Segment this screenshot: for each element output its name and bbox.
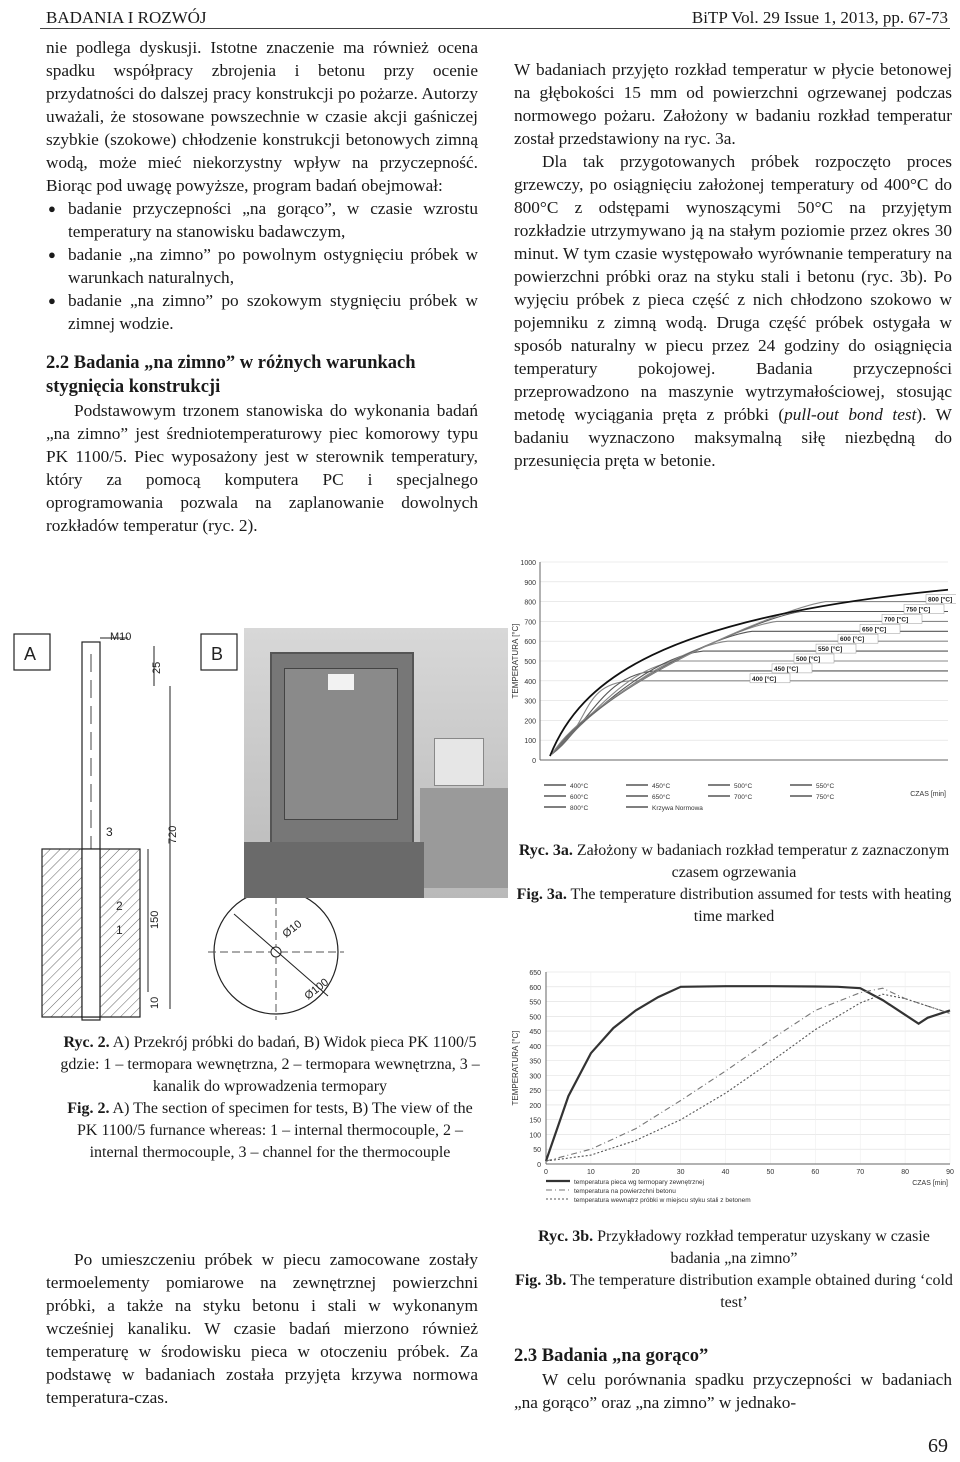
x-tick-label: 0	[544, 1169, 548, 1176]
paragraph	[514, 150, 952, 472]
figure-2	[8, 624, 508, 1024]
m10-label: M10	[110, 631, 132, 643]
y-tick-label: 900	[524, 579, 536, 587]
x-tick-label: 50	[766, 1169, 775, 1176]
series-line	[552, 651, 948, 754]
legend-entry: 500°C	[734, 783, 753, 790]
phi10-label: Ø10	[280, 918, 305, 941]
plateau-label: 450 [°C]	[774, 665, 799, 673]
chart-3a	[506, 552, 956, 827]
legend-entry: 450°C	[652, 783, 671, 790]
list-item: ● badanie „na zimno” po szokowym stygnięciu próbek w zimnej wodzie.	[46, 289, 478, 335]
furnace-door	[284, 668, 398, 820]
y-tick-label: 400	[524, 678, 536, 686]
y-tick-label: 200	[524, 718, 536, 726]
y-tick-label: 500	[529, 1014, 541, 1022]
x-axis-label: CZAS [min]	[912, 1180, 948, 1187]
y-tick-label: 800	[524, 599, 536, 607]
y-tick-label: 500	[524, 659, 536, 666]
series-line	[552, 671, 948, 754]
dim-150: 150	[149, 910, 161, 929]
page-number: 69	[928, 1435, 948, 1457]
y-tick-label: 300	[529, 1073, 541, 1081]
y-tick-label: 450	[529, 1029, 541, 1037]
series-line	[546, 994, 950, 1161]
journal-section: BADANIA I ROZWÓJ	[46, 8, 207, 27]
y-tick-label: 650	[529, 970, 541, 977]
legend-entry: Krzywa Normowa	[652, 805, 703, 812]
legend-entry: 400°C	[570, 783, 589, 790]
furnace-photo	[244, 628, 508, 898]
y-axis-label: TEMPERATURA [°C]	[511, 623, 520, 699]
x-tick-label: 70	[856, 1169, 865, 1176]
figure-3b-caption	[514, 1226, 954, 1314]
plateau-label: 800 [°C]	[928, 596, 953, 604]
right-column-bottom	[514, 1344, 952, 1414]
plateau-label: 400 [°C]	[752, 675, 777, 683]
y-tick-label: 250	[529, 1088, 541, 1096]
y-tick-label: 600	[524, 639, 536, 647]
y-tick-label: 100	[524, 738, 536, 746]
x-tick-label: 40	[721, 1169, 730, 1176]
label-3: 3	[106, 825, 113, 839]
program-list	[46, 197, 478, 335]
plateau-label: 650 [°C]	[862, 626, 887, 634]
plateau-label: 500 [°C]	[796, 656, 821, 663]
legend-entry: temperatura wewnątrz próbki w miejscu styku stali z betonem	[574, 1197, 751, 1204]
caption-text: A) The section of specimen for tests, B) The view of the PK 1100/5 furnance whereas: 1 – internal thermocouple, 2 – internal thermocouple, 3 – channel for the thermocouple	[77, 1100, 473, 1161]
right-column-top	[514, 58, 952, 472]
caption-text: Założony w badaniach rozkład temperatur z zaznaczonym czasem ogrzewania	[572, 842, 950, 881]
y-tick-label: 300	[524, 698, 536, 706]
series-line	[552, 631, 948, 754]
floor	[244, 842, 424, 898]
paragraph: W badaniach przyjęto rozkład temperatur w płycie betonowej na głębokości 15 mm od powierzchni ogrzewanej podczas normowego pożaru. Założony w badaniu rozkład temperatur został przedstawiony na ryc. 3a.	[514, 60, 952, 148]
x-tick-label: 10	[586, 1169, 595, 1176]
dim-25: 25	[151, 661, 163, 674]
plateau-label: 750 [°C]	[906, 606, 931, 614]
phi100-label: Ø100	[302, 976, 332, 1003]
label-b: B	[211, 644, 224, 664]
plateau-label: 600 [°C]	[840, 636, 865, 644]
y-axis-label: TEMPERATURA [°C]	[511, 1030, 520, 1106]
section-heading: 2.2 Badania „na zimno” w różnych warunkach stygnięcia konstrukcji	[46, 353, 416, 397]
legend-entry: 600°C	[570, 794, 589, 801]
furnace-plate	[328, 674, 354, 690]
left-column-bottom	[46, 1248, 478, 1409]
x-tick-label: 20	[631, 1169, 640, 1176]
caption-lead: Fig. 2.	[67, 1100, 110, 1117]
left-column-top	[46, 36, 478, 537]
text-run: ). W badaniu wyznaczono maksymalną siłę niezbędną do przesunięcia pręta w betonie.	[514, 405, 952, 470]
plateau-label: 700 [°C]	[884, 616, 909, 624]
x-tick-label: 80	[901, 1169, 910, 1176]
label-a: A	[24, 644, 37, 664]
list-item: ● badanie przyczepności „na gorąco”, w czasie wzrostu temperatury na stanowisku badawczym,	[46, 197, 478, 243]
legend-entry: 700°C	[734, 794, 753, 801]
caption-text: The temperature distribution assumed for tests with heating time marked	[566, 886, 952, 925]
y-tick-label: 0	[532, 758, 536, 765]
y-tick-label: 200	[529, 1102, 541, 1110]
y-tick-label: 550	[529, 999, 541, 1007]
legend-entry: temperatura pieca wg termopary zewnętrznej	[574, 1179, 705, 1186]
y-tick-label: 50	[533, 1147, 541, 1155]
y-tick-label: 150	[529, 1117, 541, 1125]
legend-entry: 550°C	[816, 783, 835, 790]
legend-entry: 750°C	[816, 794, 835, 801]
caption-lead: Ryc. 3a.	[518, 842, 573, 859]
x-tick-label: 60	[811, 1169, 820, 1176]
desk	[420, 788, 508, 888]
y-tick-label: 1000	[520, 560, 536, 567]
caption-lead: Fig. 3b.	[515, 1272, 567, 1289]
caption-lead: Fig. 3a.	[516, 886, 567, 903]
figure-2-caption	[60, 1032, 480, 1164]
list-item: ● badanie „na zimno” po powolnym ostygnięciu próbek w warunkach naturalnych,	[46, 243, 478, 289]
italic-term: pull-out bond test	[784, 405, 917, 424]
y-tick-label: 400	[529, 1043, 541, 1051]
x-axis-label: CZAS [min]	[910, 791, 946, 798]
y-tick-label: 0	[537, 1162, 541, 1169]
plateau-label: 550 [°C]	[818, 646, 843, 654]
caption-text: The temperature distribution example obtained during ‘cold test’	[566, 1272, 953, 1311]
caption-lead: Ryc. 2.	[63, 1034, 110, 1051]
paragraph: Podstawowym trzonem stanowiska do wykonania badań „na zimno” jest średniotemperaturowy piec komorowy typu PK 1100/5. Piec wyposażony jest w sterownik temperatury, który za pomocą komputera PC i specjalnego oprogramowania pozwala na zaplanowanie dowolnych rozkładów temperatur (ryc. 2).	[46, 401, 478, 535]
x-tick-label: 30	[676, 1169, 685, 1176]
series-line	[546, 988, 950, 1161]
caption-text: A) Przekrój próbki do badań, B) Widok pieca PK 1100/5 gdzie: 1 – termopara wewnętrzna, 2 – termopara wewnętrzna, 3 – kanalik do wprowadzenia termopary	[60, 1034, 480, 1095]
y-tick-label: 700	[524, 619, 536, 627]
legend-entry: temperatura na powierzchni betonu	[574, 1188, 676, 1195]
series-line	[546, 986, 950, 1161]
bar-section	[271, 947, 281, 957]
legend-entry: 650°C	[652, 794, 671, 801]
series-line	[552, 681, 948, 754]
journal-citation: BiTP Vol. 29 Issue 1, 2013, pp. 67-73	[691, 8, 948, 27]
section-heading: 2.3 Badania „na gorąco”	[514, 1346, 709, 1366]
figure-3a-caption	[514, 840, 954, 928]
legend-entry: 800°C	[570, 805, 589, 812]
caption-lead: Ryc. 3b.	[538, 1228, 594, 1245]
label-2: 2	[116, 899, 123, 913]
y-tick-label: 350	[529, 1058, 541, 1066]
x-tick-label: 90	[946, 1169, 954, 1176]
label-1: 1	[116, 923, 123, 937]
y-tick-label: 600	[529, 984, 541, 992]
bar-in-block	[82, 849, 100, 1017]
y-tick-label: 100	[529, 1132, 541, 1140]
computer-monitor	[434, 738, 484, 786]
caption-text: Przykładowy rozkład temperatur uzyskany w czasie badania „na zimno”	[593, 1228, 930, 1267]
text-run: Dla tak przygotowanych próbek rozpoczęto proces grzewczy, po osiągnięciu założonej temperatury od 400°C do 800°C z odstępami wynoszącymi 50°C na przyjętym rozkładzie utrzymywano ją na stałym poziomie przez okres 30 minut. W tym czasie występowało wyrównanie temperatury na powierzchni próbki oraz na styku stali i betonu (ryc. 3b). Po wyjęciu próbek z pieca część z nich chłodzono szokowo w pojemniku z zimną wodą. Druga część próbek ostygała w sposób naturalny w piecu przez 24 godziny do osiągnięcia temperatury pokojowej. Badania przyczepności przeprowadzono na maszynie wytrzymałościowej, stosując metodę wyciągania pręta z próbki (	[514, 152, 952, 424]
paragraph: nie podlega dyskusji. Istotne znaczenie ma również ocena spadku współpracy zbrojenia i betonu przy ocenie przydatności do dalszej pracy konstrukcji po pożarze. Autorzy uważali, że stosowane powszechnie w czasie akcji gaśniczej szybkie (szokowe) chłodzenie konstrukcji betonowych zimną wodą, może mieć niekorzystny wpływ na przyczepność. Biorąc pod uwagę powyższe, program badań obejmował:	[46, 38, 478, 195]
header-rule	[40, 28, 950, 29]
dim-720: 720	[167, 825, 179, 844]
paragraph: Po umieszczeniu próbek w piecu zamocowane zostały termoelementy pomiarowe na zewnętrznej powierzchni próbki, a także na styku betonu i stali w wykonanym wcześniej kanaliku. W czasie badań mierzono również temperaturę w środowisku pieca w otoczeniu próbek. Za podstawę w badaniach została przyjęta krzywa normowa temperatura-czas.	[46, 1250, 478, 1407]
dim-10: 10	[149, 996, 161, 1009]
paragraph: W celu porównania spadku przyczepności w badaniach „na gorąco” oraz „na zimno” w jednako-	[514, 1370, 952, 1412]
chart-3b	[506, 964, 956, 1220]
